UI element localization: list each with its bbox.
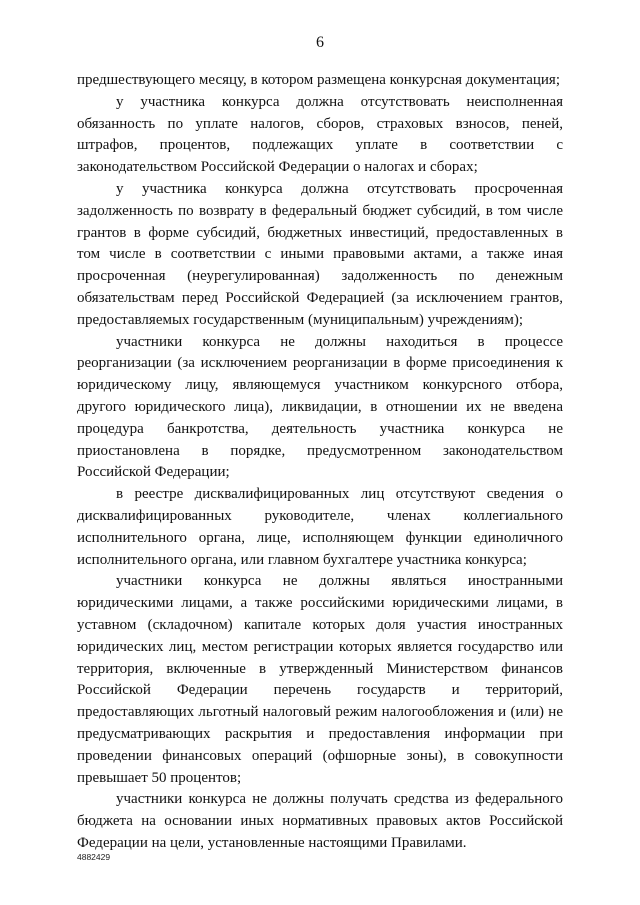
- paragraph-reorganization: участники конкурса не должны находиться в процессе реорганизации (за исключением реорганизации в форме присоединения к юридическому лицу, являющемуся участником конкурсного отбора, другого юридического лица), ликвидации, в отношении их не введена процедура банкротства, деятельность участника конкурса не приостановлена в порядке, предусмотренном законодательством Российской Федерации;: [77, 333, 563, 481]
- document-body: [77, 70, 563, 855]
- paragraph-continuation: предшествующего месяцу, в котором размещена конкурсная документация;: [77, 72, 560, 88]
- paragraph-federal-funds: участники конкурса не должны получать средства из федерального бюджета на основании иных нормативных правовых актов Российской Федерации на цели, установленные настоящими Правилами.: [77, 791, 563, 851]
- document-code: 4882429: [77, 852, 111, 862]
- paragraph-foreign-entities: участники конкурса не должны являться иностранными юридическими лицами, а также российскими юридическими лицами, в уставном (складочном) капитале которых доля участия иностранных юридических лиц, местом регистрации которых является государство или территория, включенные в утвержденный Министерством финансов Российской Федерации перечень государств и территорий, предоставляющих льготный налоговый режим налогообложения и (или) не предусматривающих раскрытия и предоставления информации при проведении финансовых операций (офшорные зоны), в совокупности превышает 50 процентов;: [77, 573, 563, 786]
- paragraph-disqualified-persons: в реестре дисквалифицированных лиц отсутствуют сведения о дисквалифицированных руководителе, членах коллегиального исполнительного органа, лице, исполняющем функции единоличного исполнительного органа, или главном бухгалтере участника конкурса;: [77, 486, 563, 568]
- paragraph-tax-obligations: у участника конкурса должна отсутствовать неисполненная обязанность по уплате налогов, сборов, страховых взносов, пеней, штрафов, процентов, подлежащих уплате в соответствии с законодательством Российской Федерации о налогах и сборах;: [77, 93, 563, 176]
- page-number: 6: [316, 34, 324, 51]
- paragraph-overdue-debt: у участника конкурса должна отсутствовать просроченная задолженность по возврату в федеральный бюджет субсидий, в том числе грантов в форме субсидий, бюджетных инвестиций, предоставленных в том числе в соответствии с иными правовыми актами, а также иная просроченная (неурегулированная) задолженность по денежным обязательствам перед Российской Федерацией (за исключением грантов, предоставляемых государственным (муниципальным) учреждениям);: [77, 180, 563, 328]
